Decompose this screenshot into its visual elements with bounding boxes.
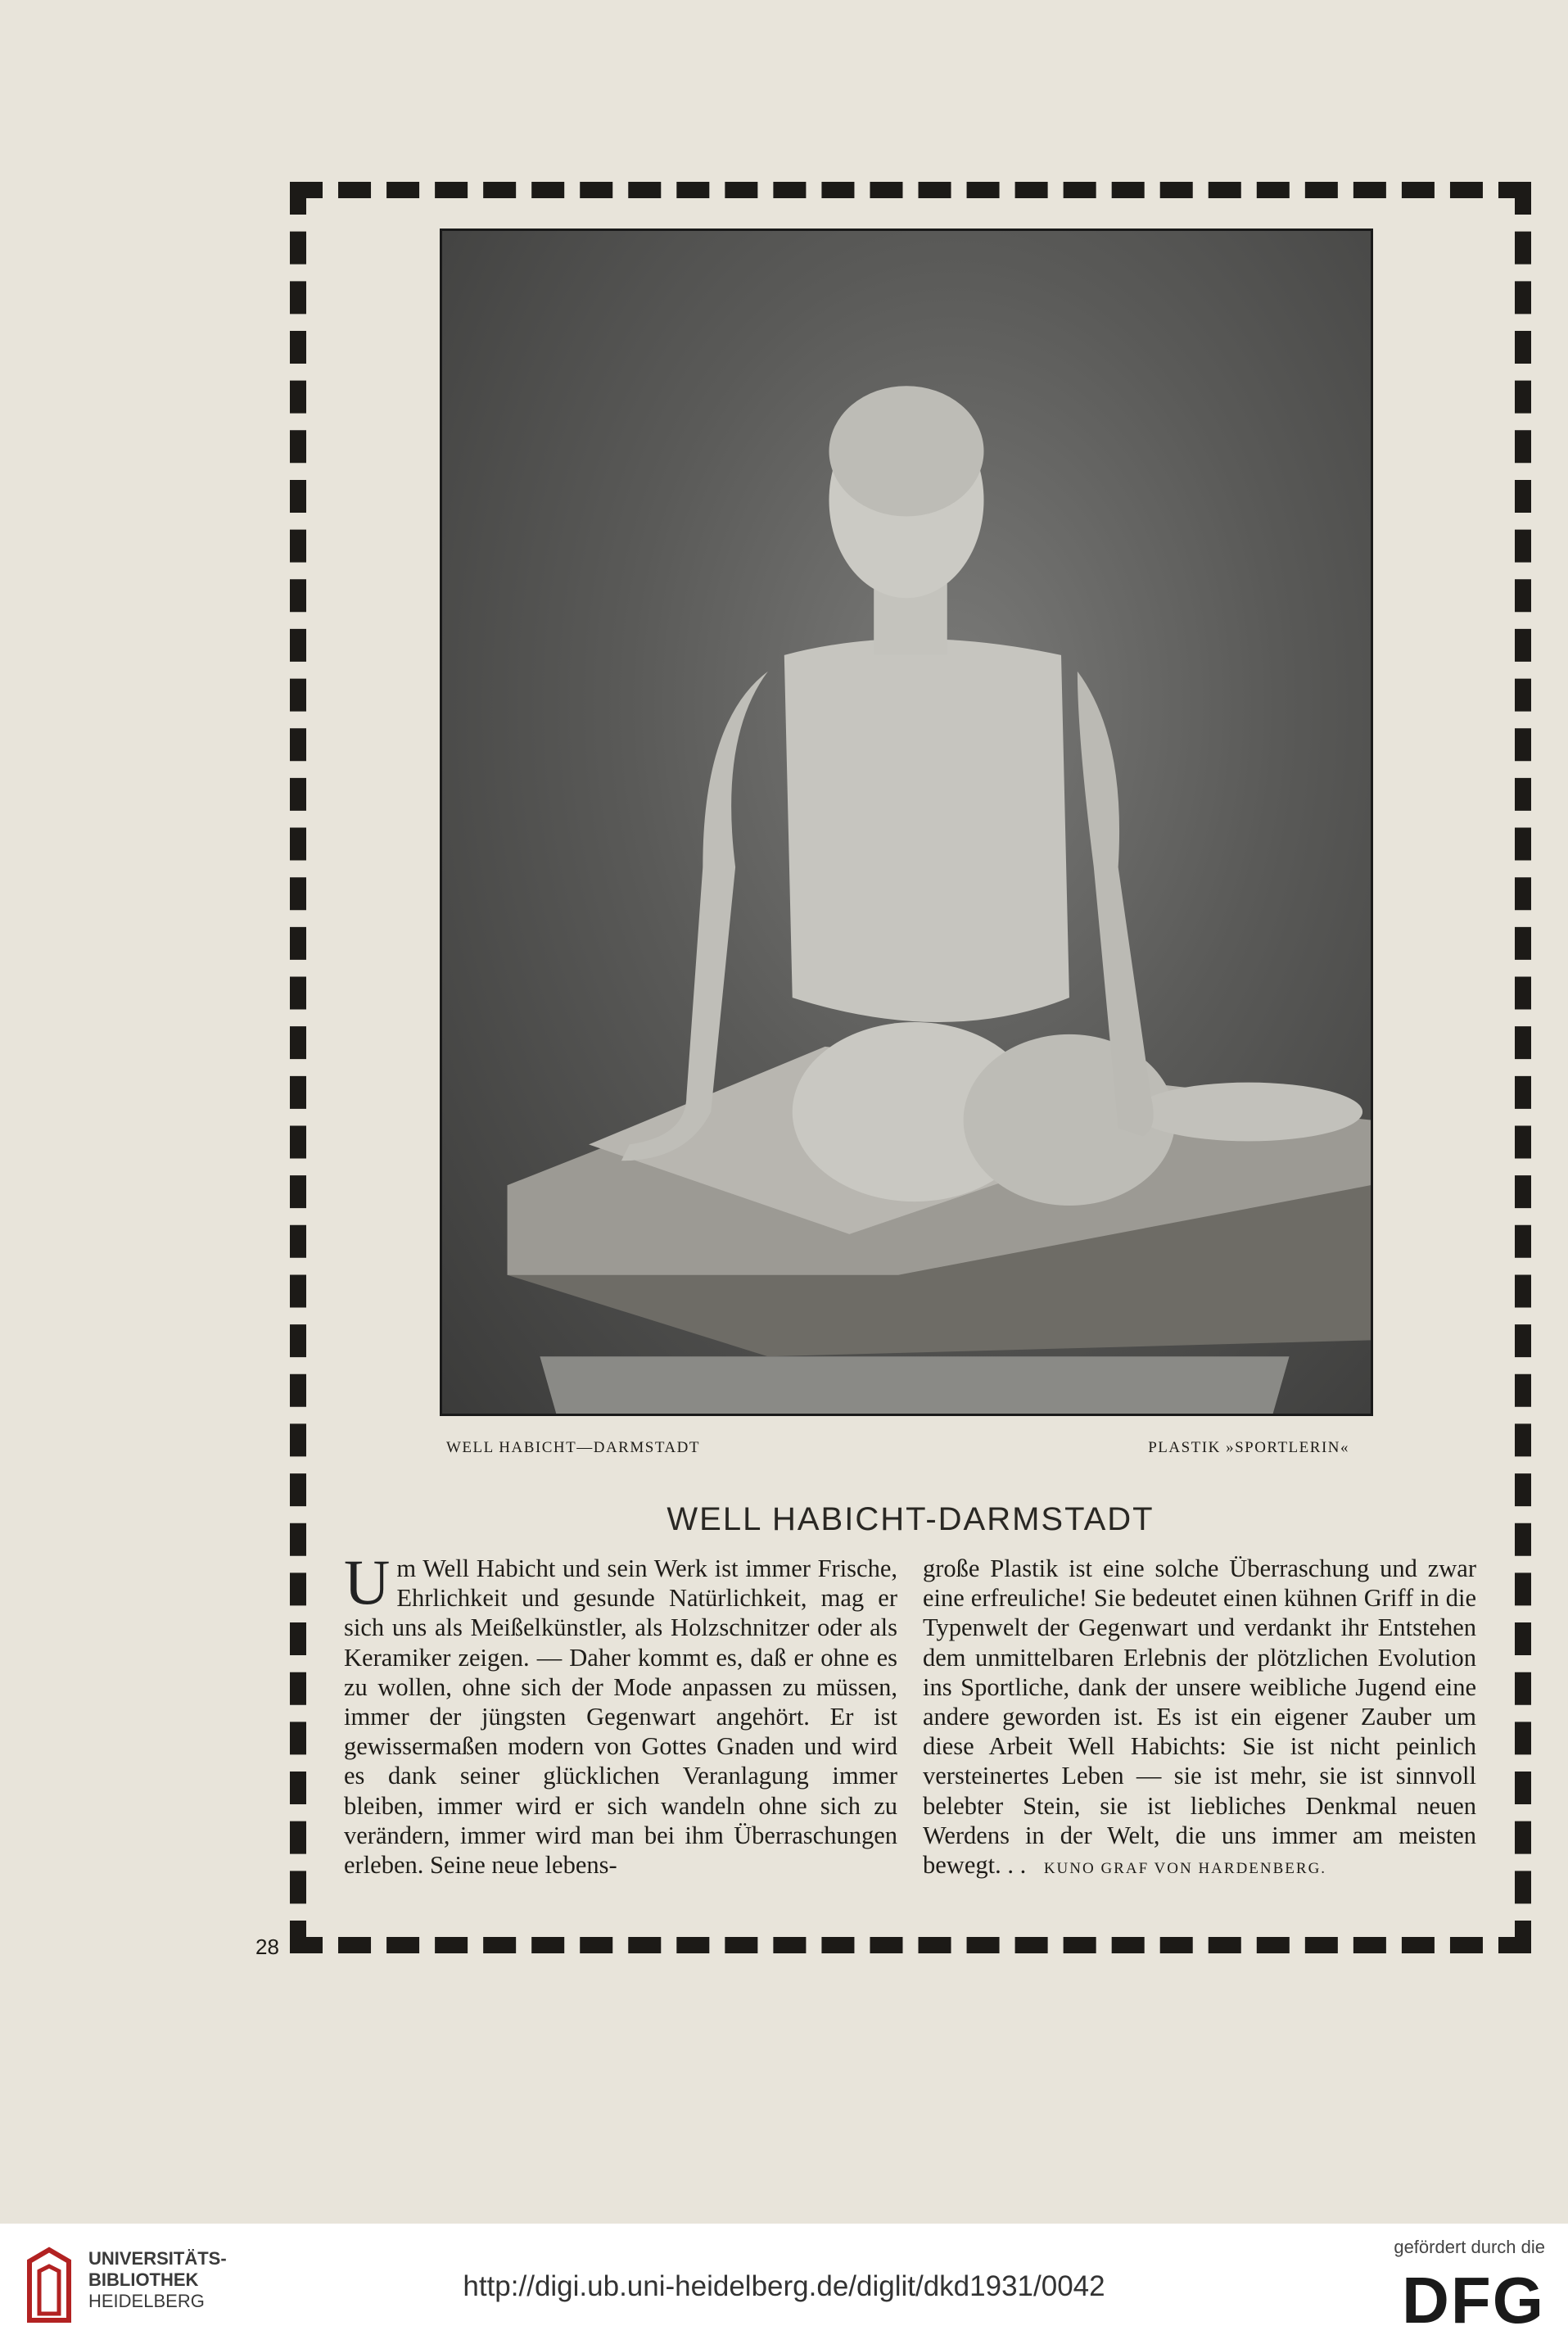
article-column-left [344,1546,897,1880]
artwork-title-caption: PLASTIK »SPORTLERIN« [1148,1439,1349,1456]
digitization-footer [0,2224,1568,2344]
drop-cap: U [344,1546,391,1618]
sponsor-label: gefördert durch die [1394,2237,1545,2257]
library-name-line1: UNIVERSITÄTS- [88,2248,227,2269]
author-signature: KUNO GRAF VON HARDENBERG. [1043,1860,1327,1878]
sculpture-figure [442,231,1371,1414]
page-number: 28 [255,1934,279,1959]
article-text-left: m Well Habicht und sein Werk ist immer Frische, Ehrlichkeit und gesunde Natürlichkeit, mag er sich uns als Meißelkünstler, als Holzschnitzer oder als Keramiker zeigen. — Daher kommt es, daß er ohne es zu wollen, ohne sich der Mode anpassen zu müssen, immer der jüngsten Gegenwart angehört. Er ist gewissermaßen modern von Gottes Gnaden und wird es dank seiner glücklichen Veranlagung immer bleiben, immer wird er sich wandeln ohne sich zu verändern, immer wird man bei ihm Überraschungen erleben. Seine neue lebens- [344,1554,897,1880]
library-name-line2: BIBLIOTHEK [88,2269,199,2290]
article-text-right: große Plastik ist eine solche Überraschung und zwar eine erfreuliche! Sie bedeutet einen kühnen Griff in die Typenwelt der Gegenwart und verdankt ihr Entstehen dem unmittelbaren Erlebnis der plötzlichen Evolution ins Sportliche, dank der unsere weibliche Jugend eine andere geworden ist. Es ist ein eigener Zauber um diese Arbeit Well Habichts: Sie ist nicht peinlich versteinertes Leben — sie ist mehr, sie ist sinnvoll belebter Stein, sie ist liebliches Denkmal neuen Werdens in der Welt, die uns immer am meisten bewegt. . . [923,1554,1476,1880]
dfg-logo: DFG [1402,2264,1545,2337]
article-title: WELL HABICHT-DARMSTADT [667,1501,1155,1537]
article-column-right [923,1554,1476,1884]
sculpture-photo [440,229,1373,1416]
source-url-link[interactable]: http://digi.ub.uni-heidelberg.de/diglit/dkd1931/0042 [463,2270,1105,2302]
library-name-line3: HEIDELBERG [88,2291,205,2311]
photo-credit-caption: WELL HABICHT—DARMSTADT [446,1439,700,1456]
